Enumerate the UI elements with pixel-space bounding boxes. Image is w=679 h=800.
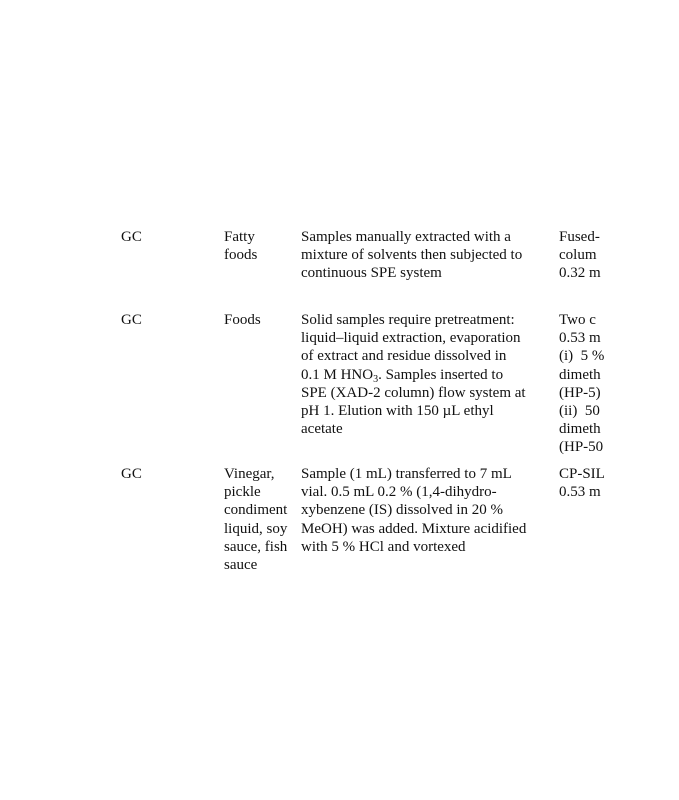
subscript-3: 3 (373, 373, 379, 385)
sample-prep-cell: Sample (1 mL) transferred to 7 mL vial. 0.5 mL 0.2 % (1,4-dihydro- xybenzene (IS) dissolved in 20 % MeOH) was added. Mixture acidified with 5 % HCl and vortexed (301, 466, 527, 555)
method-cell: GC (121, 229, 142, 245)
matrix-cell: Vinegar, pickle condiment liquid, soy sauce, fish sauce (224, 466, 288, 574)
sample-prep-text-part1: Solid samples require pretreatment: liquid–liquid extraction, evaporation of extract and residue dissolved in 0.1 M HNO (301, 312, 521, 383)
column-cell: Fused- colum 0.32 m (559, 229, 601, 282)
methods-table (0, 228, 605, 588)
column-cell: CP-SIL 0.53 m (559, 466, 605, 501)
method-cell: GC (121, 466, 142, 482)
sample-prep-text-part2: . Samples inserted to SPE (XAD-2 column) flow system at pH 1. Elution with 150 µL ethyl acetate (301, 366, 526, 438)
matrix-cell: Fatty foods (224, 229, 258, 264)
sample-prep-cell (301, 311, 553, 438)
matrix-cell: Foods (224, 312, 261, 328)
column-cell: Two c 0.53 m (i) 5 % dimeth (HP-5) (ii) 50 dimeth (HP-50 (559, 312, 605, 456)
method-cell: GC (121, 312, 142, 328)
sample-prep-cell: Samples manually extracted with a mixture of solvents then subjected to continuous SPE system (301, 229, 523, 282)
